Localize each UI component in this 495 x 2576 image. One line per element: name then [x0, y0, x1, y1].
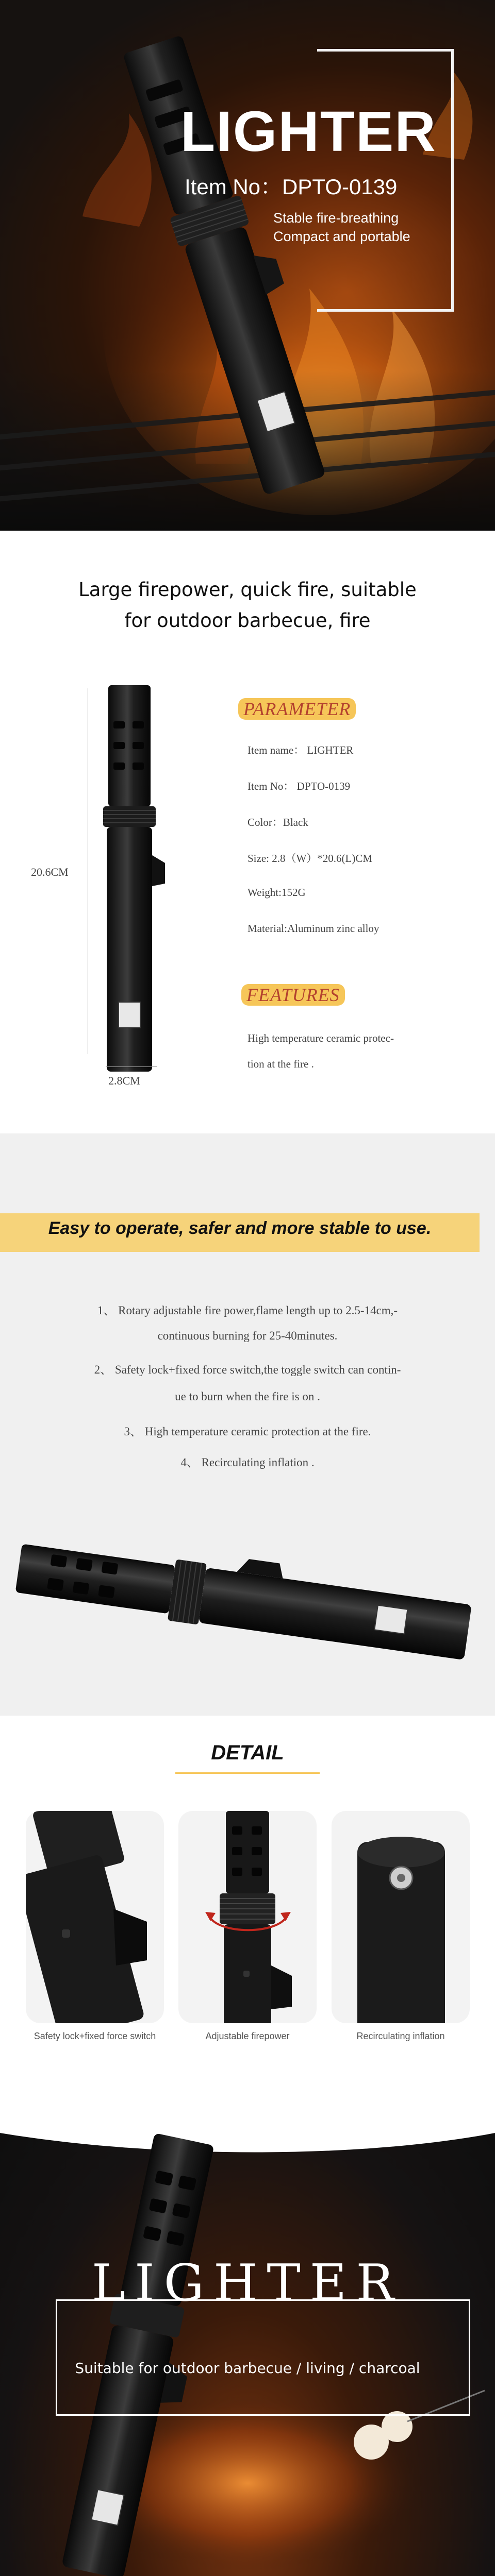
product-image-upright: [95, 685, 168, 1077]
width-dimension-line: [106, 1066, 157, 1067]
spec-item-name: Item name： LIGHTER: [248, 744, 354, 756]
width-label: 2.8CM: [108, 1074, 140, 1087]
detail-card-firepower: [178, 1811, 317, 2023]
detail-image-inflation: [332, 1811, 470, 2023]
hero-taglines: [273, 209, 410, 246]
detail-section: [0, 1716, 495, 2112]
hero-item-number: Item No：DPTO-0139: [185, 175, 398, 199]
spec-color: Color：Black: [248, 816, 308, 828]
features-tag: FEATURES: [241, 984, 345, 1006]
param-headline-2: for outdoor barbecue, fire: [124, 609, 371, 632]
height-label: 20.6CM: [31, 866, 69, 878]
hero-tagline-2: Compact and portable: [273, 229, 410, 244]
feature-line-1b: continuous burning for 25-40minutes.: [157, 1329, 338, 1342]
detail-image-firepower: [178, 1811, 317, 2023]
detail-title: DETAIL: [211, 1741, 284, 1764]
spec-size: Size: 2.8（W）*20.6(L)CM: [248, 852, 373, 865]
spec-item-number: Item No： DPTO-0139: [248, 780, 351, 792]
hero-tagline-1: Stable fire-breathing: [273, 210, 399, 226]
bottom-title: LIGHTER: [91, 2254, 404, 2313]
feature-line-2b: ue to burn when the fire is on .: [175, 1390, 320, 1403]
bottom-banner: [0, 2112, 495, 2576]
features-text-1: High temperature ceramic protec-: [248, 1032, 394, 1044]
spec-material: Material:Aluminum zinc alloy: [248, 922, 380, 935]
feature-line-1: 1、 Rotary adjustable fire power,flame length up to 2.5-14cm,-: [97, 1304, 398, 1317]
detail-caption-inflation: Recirculating inflation: [356, 2031, 445, 2041]
features-text: [248, 1025, 454, 1077]
banner-text: Easy to operate, safer and more stable to use.: [48, 1218, 432, 1238]
detail-title-underline: [175, 1772, 320, 1774]
detail-caption-firepower: Adjustable firepower: [205, 2031, 290, 2041]
feature-line-2: 2、 Safety lock+fixed force switch,the toggle switch can contin-: [94, 1363, 401, 1376]
feature-line-3: 3、 High temperature ceramic protection at the fire.: [124, 1425, 371, 1438]
feature-line-4: 4、 Recirculating inflation .: [180, 1456, 315, 1469]
bottom-frame: [56, 2299, 470, 2416]
parameter-section: [0, 531, 495, 1133]
spec-weight: Weight:152G: [248, 886, 306, 899]
features-text-2: tion at the fire .: [248, 1058, 314, 1070]
parameter-tag: PARAMETER: [238, 698, 356, 720]
features-section: [0, 1133, 495, 1716]
detail-caption-switch: Safety lock+fixed force switch: [34, 2031, 156, 2041]
bottom-subtitle: Suitable for outdoor barbecue / living / charcoal: [75, 2360, 420, 2377]
detail-card-inflation: [332, 1811, 470, 2023]
product-image-horizontal: [15, 1540, 490, 1674]
detail-image-switch: [26, 1811, 164, 2023]
hero-banner: [0, 0, 495, 531]
param-headline-1: Large firepower, quick fire, suitable: [78, 579, 417, 601]
hero-title: LIGHTER: [180, 100, 437, 163]
param-headline: [0, 574, 495, 636]
detail-card-switch: [26, 1811, 164, 2023]
